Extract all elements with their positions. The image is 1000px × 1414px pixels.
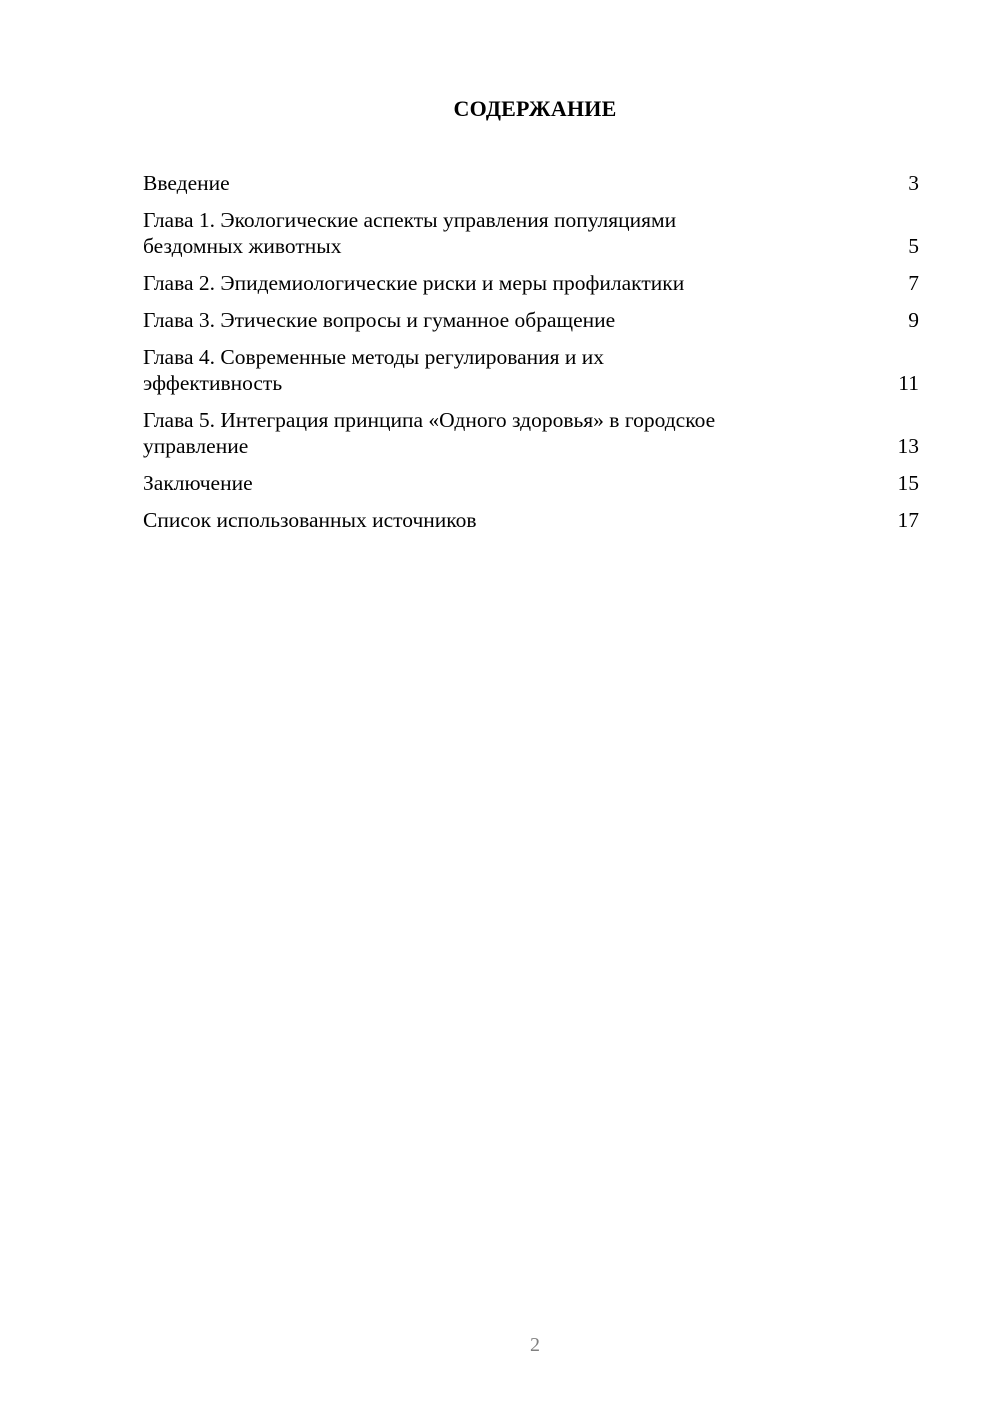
toc-entry-title: Глава 2. Эпидемиологические риски и меры профилактики bbox=[143, 271, 685, 295]
toc-entry-title: Заключение bbox=[143, 471, 253, 495]
table-of-contents bbox=[143, 170, 919, 544]
toc-entry-title: Глава 3. Этические вопросы и гуманное обращение bbox=[143, 308, 616, 332]
toc-entry-chapter-2[interactable] bbox=[143, 270, 919, 296]
toc-entry-chapter-5[interactable] bbox=[143, 407, 919, 459]
toc-entry-title: Глава 1. Экологические аспекты управления популяциями бездомных животных bbox=[143, 208, 677, 258]
toc-entry-title: Список использованных источников bbox=[143, 508, 477, 532]
toc-entry-chapter-3[interactable] bbox=[143, 307, 919, 333]
toc-entry-page: 9 bbox=[908, 308, 919, 332]
toc-entry-page: 5 bbox=[908, 234, 919, 258]
toc-entry-references[interactable] bbox=[143, 507, 919, 533]
toc-entry-page: 13 bbox=[897, 434, 919, 458]
toc-entry-page: 17 bbox=[897, 508, 919, 532]
toc-entry-page: 7 bbox=[908, 271, 919, 295]
page-number: 2 bbox=[530, 1334, 540, 1356]
toc-entry-page: 11 bbox=[898, 371, 919, 395]
toc-entry-chapter-1[interactable] bbox=[143, 207, 919, 259]
toc-entry-title: Глава 5. Интеграция принципа «Одного здоровья» в городское управление bbox=[143, 408, 716, 458]
toc-entry-page: 3 bbox=[908, 171, 919, 195]
toc-entry-conclusion[interactable] bbox=[143, 470, 919, 496]
page-title: СОДЕРЖАНИЕ bbox=[453, 96, 617, 121]
toc-entry-title: Глава 4. Современные методы регулирования и их эффективность bbox=[143, 345, 605, 395]
toc-entry-introduction[interactable] bbox=[143, 170, 919, 196]
toc-entry-title: Введение bbox=[143, 171, 230, 195]
toc-entry-page: 15 bbox=[897, 471, 919, 495]
toc-entry-chapter-4[interactable] bbox=[143, 344, 919, 396]
